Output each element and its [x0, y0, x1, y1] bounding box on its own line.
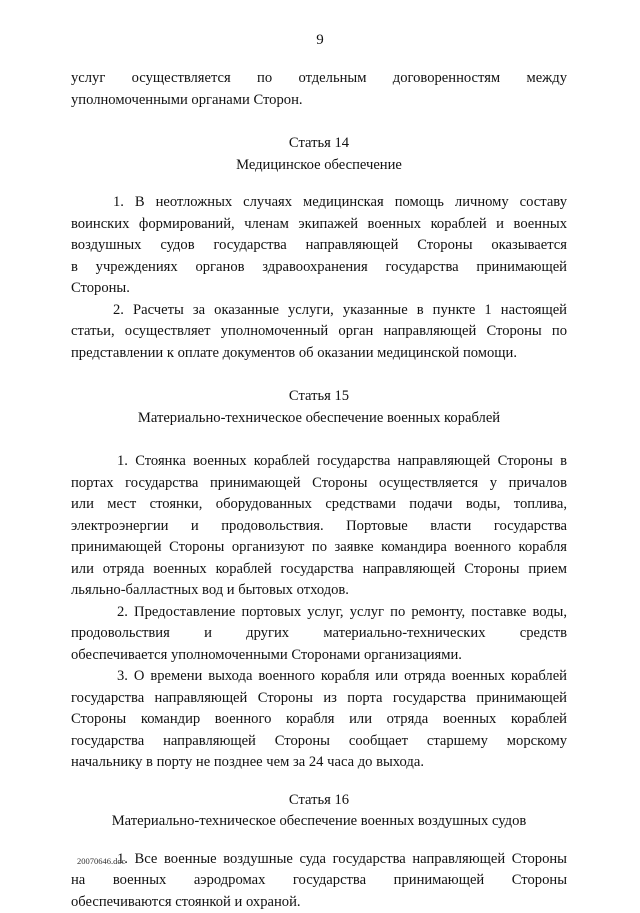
- article-15-title: Статья 15: [71, 386, 567, 408]
- paragraph-line: представлении к оплате документов об оказании медицинской помощи.: [71, 343, 567, 365]
- paragraph-line: портах государства принимающей Стороны осуществляется у причалов: [71, 473, 567, 495]
- paragraph-line: начальнику в порту не позднее чем за 24 часа до выхода.: [71, 752, 567, 774]
- paragraph-line: воинских формирований, членам экипажей военных кораблей и военных: [71, 214, 567, 236]
- paragraph-line: на военных аэродромах государства принимающей Стороны: [71, 870, 567, 892]
- document-filename-footer: 20070646.doc: [77, 856, 125, 866]
- article-16-subtitle: Материально-техническое обеспечение военных воздушных судов: [71, 811, 567, 833]
- paragraph-line: 1. В неотложных случаях медицинская помощь личному составу: [71, 192, 567, 214]
- paragraph-line: в учреждениях органов здравоохранения государства принимающей: [71, 257, 567, 279]
- paragraph-line: государства направляющей Стороны из порта государства принимающей: [71, 688, 567, 710]
- paragraph-line: обеспечиваются стоянкой и охраной.: [71, 892, 567, 913]
- paragraph-line: или мест стоянки, оборудованных средствами подачи воды, топлива,: [71, 494, 567, 516]
- intro-line: услуг осуществляется по отдельным договоренностям между: [71, 68, 567, 90]
- paragraph-line: электроэнергии и продовольствия. Портовые власти государства: [71, 516, 567, 538]
- article-16-title: Статья 16: [71, 790, 567, 812]
- article-14-title: Статья 14: [71, 133, 567, 155]
- article-15-subtitle: Материально-техническое обеспечение военных кораблей: [71, 408, 567, 430]
- article-14-subtitle: Медицинское обеспечение: [71, 155, 567, 177]
- paragraph-line: 1. Стоянка военных кораблей государства направляющей Стороны в: [71, 451, 567, 473]
- paragraph-line: Стороны.: [71, 278, 567, 300]
- paragraph-line: продовольствия и других материально-технических средств: [71, 623, 567, 645]
- paragraph-line: государства направляющей Стороны сообщает старшему морскому: [71, 731, 567, 753]
- paragraph-line: обеспечивается уполномоченными Сторонами организациями.: [71, 645, 567, 667]
- page-number: 9: [0, 32, 640, 49]
- paragraph-line: принимающей Стороны организуют по заявке командира военного корабля: [71, 537, 567, 559]
- paragraph-line: льяльно-балластных вод и бытовых отходов.: [71, 580, 567, 602]
- paragraph-line: 2. Предоставление портовых услуг, услуг по ремонту, поставке воды,: [71, 602, 567, 624]
- paragraph-line: 1. Все военные воздушные суда государства направляющей Стороны: [71, 849, 567, 871]
- document-body: [71, 68, 567, 913]
- paragraph-line: статьи, осуществляет уполномоченный орган направляющей Стороны по: [71, 321, 567, 343]
- paragraph-line: 3. О времени выхода военного корабля или отряда военных кораблей: [71, 666, 567, 688]
- paragraph-line: Стороны командир военного корабля или отряда военных кораблей: [71, 709, 567, 731]
- paragraph-line: 2. Расчеты за оказанные услуги, указанные в пункте 1 настоящей: [71, 300, 567, 322]
- paragraph-line: или отряда военных кораблей государства направляющей Стороны прием: [71, 559, 567, 581]
- intro-line: уполномоченными органами Сторон.: [71, 90, 567, 112]
- paragraph-line: воздушных судов государства направляющей Стороны оказывается: [71, 235, 567, 257]
